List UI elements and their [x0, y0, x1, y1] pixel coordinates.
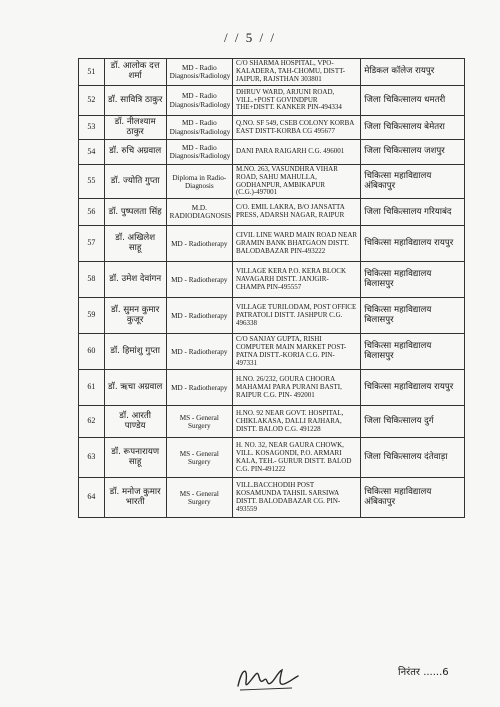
qualification: MD - Radio Diagnosis/Radiology [166, 116, 232, 140]
address: C/O SHARMA HOSPITAL, VPO-KALADERA, TAH-CHOMU, DISTT- JAIPUR, RAJSTHAN 303801 [232, 59, 360, 86]
doctor-name: डॉ. ऋचा अग्रवाल [104, 370, 166, 406]
qualification: MD - Radio Diagnosis/Radiology [166, 140, 232, 165]
serial-number: 62 [79, 406, 105, 438]
table-row [79, 334, 465, 370]
address: H.NO. 26/232, GOURA CHOORA MAHAMAI PARA PURANI BASTI, RAIPUR C.G. PIN- 492001 [232, 370, 360, 406]
qualification: MD - Radiotherapy [166, 226, 232, 262]
posting-place: जिला चिकित्सालय धमतरी [361, 86, 465, 116]
posting-place: चिकित्सा महाविद्यालय रायपुर [361, 226, 465, 262]
posting-place: जिला चिकित्सालय दंतेवाड़ा [361, 438, 465, 478]
doctor-name: डॉ. आलोक दत्त शर्मा [104, 59, 166, 86]
qualification: M.D. RADIODIAGNOSIS [166, 199, 232, 226]
table-row [79, 262, 465, 298]
qualification: MS - General Surgery [166, 406, 232, 438]
doctor-name: डॉ. उमेश देवांगन [104, 262, 166, 298]
doctor-name: डॉ. सुमन कुमार कुजूर [104, 298, 166, 334]
posting-place: चिकित्सा महाविद्यालय बिलासपुर [361, 262, 465, 298]
table-row [79, 199, 465, 226]
serial-number: 55 [79, 165, 105, 199]
qualification: MD - Radiotherapy [166, 370, 232, 406]
doctor-name: डॉ. ज्योति गुप्ता [104, 165, 166, 199]
address: C/O SANJAY GUPTA, RISHI COMPUTER MAIN MARKET POST- PATNA DISTT.-KORIA C.G. PIN- 497331 [232, 334, 360, 370]
posting-place: जिला चिकित्सालय दुर्ग [361, 406, 465, 438]
posting-place: चिकित्सा महाविद्यालय अंबिकापुर [361, 165, 465, 199]
address: VILLAGE KERA P.O. KERA BLOCK NAVAGARH DISTT. JANJGIR-CHAMPA PIN-495557 [232, 262, 360, 298]
posting-place: जिला चिकित्सालय बेमेतरा [361, 116, 465, 140]
qualification: MD - Radiotherapy [166, 262, 232, 298]
qualification: MS - General Surgery [166, 438, 232, 478]
doctor-name: डॉ. सावित्रि ठाकुर [104, 86, 166, 116]
doctor-name: डॉ. रुचि अग्रवाल [104, 140, 166, 165]
doctor-name: डॉ. मनोज कुमार भारती [104, 478, 166, 518]
serial-number: 56 [79, 199, 105, 226]
serial-number: 63 [79, 438, 105, 478]
table-row [79, 370, 465, 406]
address: C/O. EMIL LAKRA, B/O JANSATTA PRESS, ADARSH NAGAR, RAIPUR [232, 199, 360, 226]
serial-number: 58 [79, 262, 105, 298]
posting-place: चिकित्सा महाविद्यालय अंबिकापुर [361, 478, 465, 518]
posting-place: जिला चिकित्सालय जशपुर [361, 140, 465, 165]
table-row [79, 226, 465, 262]
posting-place: मेडिकल कॉलेज रायपुर [361, 59, 465, 86]
serial-number: 59 [79, 298, 105, 334]
table-row [79, 140, 465, 165]
table-row [79, 116, 465, 140]
posting-place: चिकित्सा महाविद्यालय बिलासपुर [361, 334, 465, 370]
table-row [79, 86, 465, 116]
posting-place: जिला चिकित्सालय गरियाबंद [361, 199, 465, 226]
doctor-name: डॉ. हिमांशु गुप्ता [104, 334, 166, 370]
address: VILLAGE TURILODAM, POST OFFICE PATRATOLI DISTT. JASHPUR C.G. 496338 [232, 298, 360, 334]
serial-number: 51 [79, 59, 105, 86]
address: Q.NO. SF 549, CSEB COLONY KORBA EAST DISTT-KORBA CG 495677 [232, 116, 360, 140]
doctor-posting-table [78, 58, 465, 518]
qualification: MD - Radio Diagnosis/Radiology [166, 86, 232, 116]
serial-number: 60 [79, 334, 105, 370]
continued-marker: निरंतर ......6 [398, 667, 449, 678]
serial-number: 53 [79, 116, 105, 140]
address: VILL.BACCHODIH POST KOSAMUNDA TAHSIL SARSIWA DISTT. BALODABAZAR CG. PIN-493559 [232, 478, 360, 518]
doctor-name: डॉ. नीलश्याम ठाकुर [104, 116, 166, 140]
serial-number: 64 [79, 478, 105, 518]
table-row [79, 298, 465, 334]
doctor-name: डॉ. पुष्पलता सिंह [104, 199, 166, 226]
serial-number: 57 [79, 226, 105, 262]
address: CIVIL LINE WARD MAIN ROAD NEAR GRAMIN BANK BHATGAON DISTT. BALODABAZAR PIN-493222 [232, 226, 360, 262]
serial-number: 61 [79, 370, 105, 406]
doctor-name: डॉ. रूपनारायण साहू [104, 438, 166, 478]
signature-mark [232, 660, 302, 694]
table-row [79, 478, 465, 518]
table-row [79, 165, 465, 199]
serial-number: 54 [79, 140, 105, 165]
serial-number: 52 [79, 86, 105, 116]
table-row [79, 438, 465, 478]
posting-place: चिकित्सा महाविद्यालय बिलासपुर [361, 298, 465, 334]
qualification: Diploma in Radio-Diagnosis [166, 165, 232, 199]
qualification: MD - Radio Diagnosis/Radiology [166, 59, 232, 86]
doctor-name: डॉ. आरती पाण्डेय [104, 406, 166, 438]
doctor-name: डॉ. अखिलेश साहू [104, 226, 166, 262]
posting-place: चिकित्सा महाविद्यालय रायपुर [361, 370, 465, 406]
address: DHRUV WARD, ARJUNI ROAD, VILL.+POST GOVINDPUR THE+DISTT. KANKER PIN-494334 [232, 86, 360, 116]
table-row [79, 406, 465, 438]
address: DANI PARA RAIGARH C.G. 496001 [232, 140, 360, 165]
qualification: MS - General Surgery [166, 478, 232, 518]
address: H.NO. 92 NEAR GOVT. HOSPITAL, CHIKLAKASA, DALLI RAJHARA, DISTT. BALOD C.G. 491228 [232, 406, 360, 438]
table-row [79, 59, 465, 86]
page-number: / / 5 / / [224, 30, 276, 45]
address: H. NO. 32, NEAR GAURA CHOWK, VILL. KOSAGONDI, P.O. ARMARI KALA, TEH.- GURUR DISTT. BALOD C.G. PIN-491222 [232, 438, 360, 478]
qualification: MD - Radiotherapy [166, 298, 232, 334]
qualification: MD - Radiotherapy [166, 334, 232, 370]
address: M.NO. 263, VASUNDHRA VIHAR ROAD, SAHU MAHULLA, GODHANPUR, AMBIKAPUR (C.G.)-497001 [232, 165, 360, 199]
